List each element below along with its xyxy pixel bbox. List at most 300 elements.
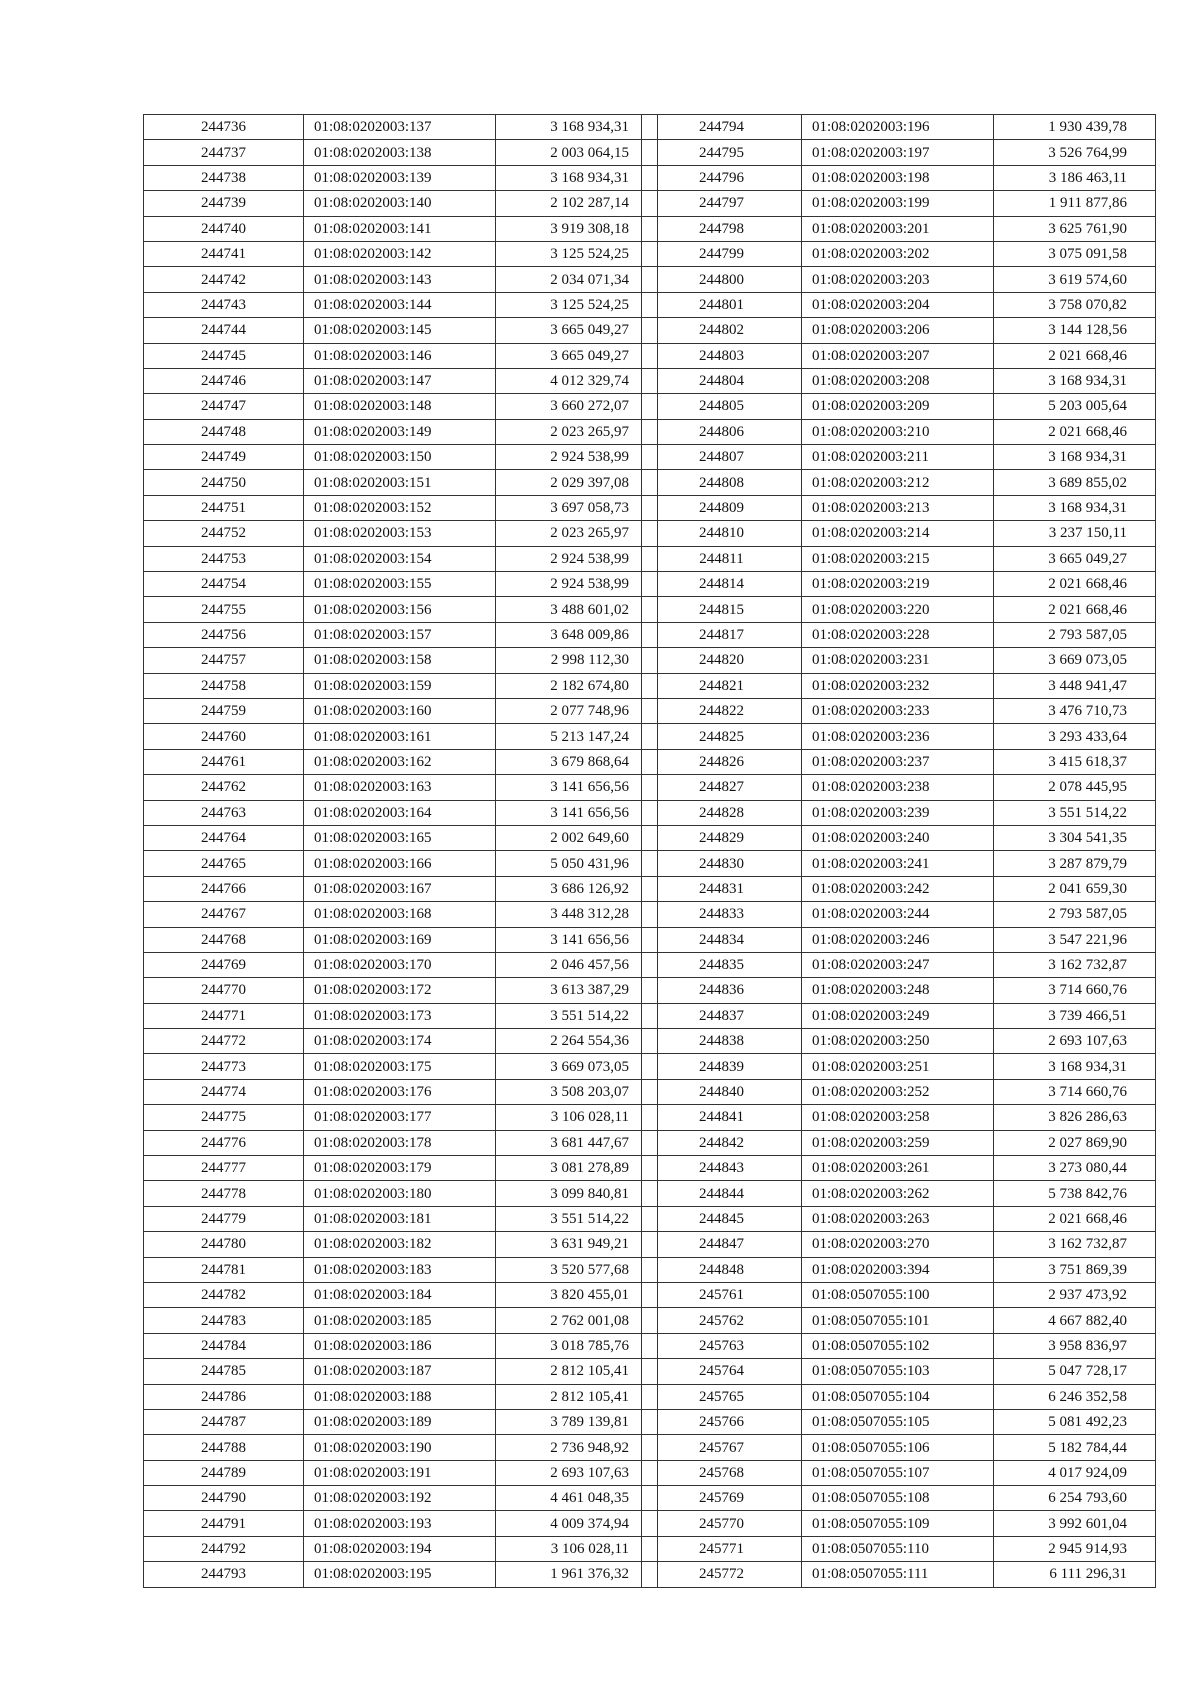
- cadastral-value: 3 826 286,63: [994, 1105, 1156, 1130]
- cadastral-number: 01:08:0202003:241: [802, 851, 994, 876]
- cadastral-number: 01:08:0202003:142: [304, 241, 496, 266]
- cadastral-value: 2 021 668,46: [994, 343, 1156, 368]
- cadastral-value: 3 665 049,27: [496, 318, 658, 343]
- cadastral-value: 2 034 071,34: [496, 267, 658, 292]
- cadastral-number: 01:08:0202003:176: [304, 1079, 496, 1104]
- cadastral-number: 01:08:0202003:189: [304, 1409, 496, 1434]
- table-row: [144, 1384, 658, 1409]
- row-number: 245772: [642, 1562, 802, 1587]
- cadastral-value: 2 021 668,46: [994, 419, 1156, 444]
- row-number: 244775: [144, 1105, 304, 1130]
- left-table-body: [144, 115, 658, 1588]
- cadastral-number: 01:08:0202003:148: [304, 394, 496, 419]
- cadastral-value: 2 945 914,93: [994, 1536, 1156, 1561]
- row-number: 244764: [144, 825, 304, 850]
- table-row: [642, 318, 1156, 343]
- table-row: [642, 1282, 1156, 1307]
- cadastral-number: 01:08:0507055:110: [802, 1536, 994, 1561]
- row-number: 245766: [642, 1409, 802, 1434]
- cadastral-number: 01:08:0202003:177: [304, 1105, 496, 1130]
- cadastral-value: 3 106 028,11: [496, 1105, 658, 1130]
- cadastral-value: 3 526 764,99: [994, 140, 1156, 165]
- row-number: 244800: [642, 267, 802, 292]
- cadastral-value: 3 168 934,31: [496, 115, 658, 140]
- cadastral-value: 3 686 126,92: [496, 876, 658, 901]
- cadastral-value: 3 168 934,31: [994, 368, 1156, 393]
- table-row: [144, 1156, 658, 1181]
- cadastral-value: 3 619 574,60: [994, 267, 1156, 292]
- cadastral-value: 5 213 147,24: [496, 724, 658, 749]
- cadastral-number: 01:08:0202003:185: [304, 1308, 496, 1333]
- cadastral-value: 4 012 329,74: [496, 368, 658, 393]
- cadastral-value: 2 736 948,92: [496, 1435, 658, 1460]
- row-number: 244783: [144, 1308, 304, 1333]
- table-row: [642, 1003, 1156, 1028]
- cadastral-value: 3 141 656,56: [496, 800, 658, 825]
- cadastral-value: 5 050 431,96: [496, 851, 658, 876]
- table-right: [641, 114, 1156, 1588]
- row-number: 244821: [642, 673, 802, 698]
- table-row: [144, 698, 658, 723]
- table-row: [642, 1511, 1156, 1536]
- row-number: 244744: [144, 318, 304, 343]
- table-row: [642, 724, 1156, 749]
- table-row: [144, 597, 658, 622]
- table-row: [642, 572, 1156, 597]
- row-number: 244834: [642, 927, 802, 952]
- row-number: 244791: [144, 1511, 304, 1536]
- table-left: [143, 114, 658, 1588]
- row-number: 244767: [144, 902, 304, 927]
- table-row: [144, 673, 658, 698]
- cadastral-number: 01:08:0202003:232: [802, 673, 994, 698]
- row-number: 244788: [144, 1435, 304, 1460]
- table-row: [144, 419, 658, 444]
- row-number: 244766: [144, 876, 304, 901]
- table-row: [642, 876, 1156, 901]
- cadastral-value: 2 924 538,99: [496, 445, 658, 470]
- cadastral-value: 3 125 524,25: [496, 292, 658, 317]
- row-number: 244785: [144, 1359, 304, 1384]
- row-number: 245769: [642, 1486, 802, 1511]
- cadastral-number: 01:08:0202003:259: [802, 1130, 994, 1155]
- cadastral-value: 3 106 028,11: [496, 1536, 658, 1561]
- table-row: [144, 267, 658, 292]
- cadastral-value: 3 287 879,79: [994, 851, 1156, 876]
- row-number: 244806: [642, 419, 802, 444]
- row-number: 244817: [642, 622, 802, 647]
- cadastral-value: 2 046 457,56: [496, 952, 658, 977]
- row-number: 244777: [144, 1156, 304, 1181]
- cadastral-number: 01:08:0202003:183: [304, 1257, 496, 1282]
- cadastral-value: 2 793 587,05: [994, 902, 1156, 927]
- cadastral-number: 01:08:0202003:208: [802, 368, 994, 393]
- cadastral-number: 01:08:0202003:150: [304, 445, 496, 470]
- table-row: [642, 267, 1156, 292]
- cadastral-value: 3 075 091,58: [994, 241, 1156, 266]
- cadastral-number: 01:08:0202003:160: [304, 698, 496, 723]
- cadastral-value: 3 665 049,27: [994, 546, 1156, 571]
- cadastral-value: 4 017 924,09: [994, 1460, 1156, 1485]
- table-row: [642, 1054, 1156, 1079]
- table-row: [642, 1384, 1156, 1409]
- row-number: 244815: [642, 597, 802, 622]
- table-row: [144, 1206, 658, 1231]
- cadastral-number: 01:08:0507055:101: [802, 1308, 994, 1333]
- cadastral-number: 01:08:0202003:147: [304, 368, 496, 393]
- row-number: 244736: [144, 115, 304, 140]
- row-number: 244798: [642, 216, 802, 241]
- row-number: 244765: [144, 851, 304, 876]
- cadastral-value: 3 293 433,64: [994, 724, 1156, 749]
- table-row: [642, 495, 1156, 520]
- cadastral-number: 01:08:0202003:233: [802, 698, 994, 723]
- cadastral-number: 01:08:0202003:209: [802, 394, 994, 419]
- cadastral-number: 01:08:0202003:197: [802, 140, 994, 165]
- table-row: [144, 1130, 658, 1155]
- table-row: [642, 952, 1156, 977]
- cadastral-value: 3 081 278,89: [496, 1156, 658, 1181]
- cadastral-value: 2 924 538,99: [496, 546, 658, 571]
- row-number: 244741: [144, 241, 304, 266]
- row-number: 244746: [144, 368, 304, 393]
- cadastral-number: 01:08:0202003:186: [304, 1333, 496, 1358]
- cadastral-value: 3 714 660,76: [994, 1079, 1156, 1104]
- row-number: 245764: [642, 1359, 802, 1384]
- table-row: [144, 775, 658, 800]
- row-number: 244835: [642, 952, 802, 977]
- table-row: [642, 927, 1156, 952]
- row-number: 244738: [144, 165, 304, 190]
- cadastral-number: 01:08:0202003:173: [304, 1003, 496, 1028]
- table-row: [642, 775, 1156, 800]
- table-row: [642, 1105, 1156, 1130]
- table-row: [144, 292, 658, 317]
- cadastral-number: 01:08:0507055:105: [802, 1409, 994, 1434]
- table-row: [642, 622, 1156, 647]
- table-row: [144, 876, 658, 901]
- cadastral-value: 2 021 668,46: [994, 597, 1156, 622]
- cadastral-number: 01:08:0202003:270: [802, 1232, 994, 1257]
- cadastral-value: 3 141 656,56: [496, 775, 658, 800]
- row-number: 244754: [144, 572, 304, 597]
- table-row: [642, 1079, 1156, 1104]
- row-number: 244828: [642, 800, 802, 825]
- cadastral-number: 01:08:0202003:250: [802, 1029, 994, 1054]
- row-number: 244747: [144, 394, 304, 419]
- table-row: [144, 318, 658, 343]
- cadastral-number: 01:08:0202003:240: [802, 825, 994, 850]
- row-number: 244758: [144, 673, 304, 698]
- cadastral-number: 01:08:0202003:175: [304, 1054, 496, 1079]
- cadastral-number: 01:08:0202003:190: [304, 1435, 496, 1460]
- row-number: 245771: [642, 1536, 802, 1561]
- cadastral-number: 01:08:0202003:169: [304, 927, 496, 952]
- cadastral-value: 6 246 352,58: [994, 1384, 1156, 1409]
- cadastral-value: 5 738 842,76: [994, 1181, 1156, 1206]
- cadastral-value: 2 762 001,08: [496, 1308, 658, 1333]
- table-row: [642, 191, 1156, 216]
- row-number: 244750: [144, 470, 304, 495]
- cadastral-value: 3 679 868,64: [496, 749, 658, 774]
- cadastral-number: 01:08:0202003:198: [802, 165, 994, 190]
- table-row: [144, 115, 658, 140]
- cadastral-value: 2 812 105,41: [496, 1359, 658, 1384]
- cadastral-value: 2 021 668,46: [994, 1206, 1156, 1231]
- row-number: 244740: [144, 216, 304, 241]
- row-number: 244770: [144, 978, 304, 1003]
- table-row: [642, 343, 1156, 368]
- cadastral-number: 01:08:0202003:215: [802, 546, 994, 571]
- cadastral-value: 3 751 869,39: [994, 1257, 1156, 1282]
- row-number: 244762: [144, 775, 304, 800]
- row-number: 244805: [642, 394, 802, 419]
- cadastral-number: 01:08:0202003:201: [802, 216, 994, 241]
- table-row: [144, 952, 658, 977]
- cadastral-value: 3 476 710,73: [994, 698, 1156, 723]
- table-row: [642, 165, 1156, 190]
- cadastral-number: 01:08:0202003:219: [802, 572, 994, 597]
- cadastral-number: 01:08:0202003:204: [802, 292, 994, 317]
- row-number: 244779: [144, 1206, 304, 1231]
- cadastral-number: 01:08:0507055:102: [802, 1333, 994, 1358]
- row-number: 244760: [144, 724, 304, 749]
- row-number: 244790: [144, 1486, 304, 1511]
- cadastral-number: 01:08:0202003:187: [304, 1359, 496, 1384]
- row-number: 244742: [144, 267, 304, 292]
- cadastral-number: 01:08:0202003:144: [304, 292, 496, 317]
- cadastral-value: 2 693 107,63: [496, 1460, 658, 1485]
- row-number: 244840: [642, 1079, 802, 1104]
- row-number: 245767: [642, 1435, 802, 1460]
- row-number: 244749: [144, 445, 304, 470]
- cadastral-number: 01:08:0202003:138: [304, 140, 496, 165]
- cadastral-number: 01:08:0202003:196: [802, 115, 994, 140]
- table-row: [642, 1460, 1156, 1485]
- cadastral-value: 3 304 541,35: [994, 825, 1156, 850]
- cadastral-number: 01:08:0202003:139: [304, 165, 496, 190]
- cadastral-number: 01:08:0202003:188: [304, 1384, 496, 1409]
- cadastral-number: 01:08:0202003:164: [304, 800, 496, 825]
- row-number: 244838: [642, 1029, 802, 1054]
- row-number: 244786: [144, 1384, 304, 1409]
- cadastral-number: 01:08:0202003:263: [802, 1206, 994, 1231]
- cadastral-number: 01:08:0202003:239: [802, 800, 994, 825]
- cadastral-value: 2 027 869,90: [994, 1130, 1156, 1155]
- cadastral-value: 3 697 058,73: [496, 495, 658, 520]
- row-number: 244782: [144, 1282, 304, 1307]
- row-number: 244755: [144, 597, 304, 622]
- row-number: 244811: [642, 546, 802, 571]
- table-row: [144, 1333, 658, 1358]
- cadastral-value: 2 102 287,14: [496, 191, 658, 216]
- row-number: 244763: [144, 800, 304, 825]
- table-row: [642, 1029, 1156, 1054]
- cadastral-value: 3 551 514,22: [496, 1003, 658, 1028]
- cadastral-number: 01:08:0507055:106: [802, 1435, 994, 1460]
- cadastral-number: 01:08:0202003:203: [802, 267, 994, 292]
- cadastral-value: 6 254 793,60: [994, 1486, 1156, 1511]
- row-number: 245762: [642, 1308, 802, 1333]
- cadastral-number: 01:08:0507055:103: [802, 1359, 994, 1384]
- table-row: [144, 470, 658, 495]
- cadastral-value: 2 023 265,97: [496, 521, 658, 546]
- row-number: 244841: [642, 1105, 802, 1130]
- cadastral-value: 1 930 439,78: [994, 115, 1156, 140]
- table-row: [144, 216, 658, 241]
- cadastral-number: 01:08:0507055:104: [802, 1384, 994, 1409]
- cadastral-value: 2 812 105,41: [496, 1384, 658, 1409]
- cadastral-number: 01:08:0202003:156: [304, 597, 496, 622]
- cadastral-number: 01:08:0507055:100: [802, 1282, 994, 1307]
- cadastral-number: 01:08:0202003:193: [304, 1511, 496, 1536]
- cadastral-value: 2 793 587,05: [994, 622, 1156, 647]
- table-row: [642, 1333, 1156, 1358]
- cadastral-number: 01:08:0202003:137: [304, 115, 496, 140]
- table-row: [642, 1359, 1156, 1384]
- cadastral-value: 2 264 554,36: [496, 1029, 658, 1054]
- row-number: 244810: [642, 521, 802, 546]
- cadastral-value: 3 273 080,44: [994, 1156, 1156, 1181]
- cadastral-value: 3 992 601,04: [994, 1511, 1156, 1536]
- table-row: [144, 851, 658, 876]
- cadastral-value: 3 547 221,96: [994, 927, 1156, 952]
- table-row: [144, 1308, 658, 1333]
- table-row: [642, 749, 1156, 774]
- table-row: [642, 1409, 1156, 1434]
- row-number: 245765: [642, 1384, 802, 1409]
- table-row: [642, 368, 1156, 393]
- cadastral-value: 3 186 463,11: [994, 165, 1156, 190]
- cadastral-value: 2 182 674,80: [496, 673, 658, 698]
- cadastral-number: 01:08:0202003:174: [304, 1029, 496, 1054]
- cadastral-value: 3 758 070,82: [994, 292, 1156, 317]
- table-row: [642, 1156, 1156, 1181]
- cadastral-value: 3 820 455,01: [496, 1282, 658, 1307]
- table-row: [642, 546, 1156, 571]
- cadastral-value: 3 681 447,67: [496, 1130, 658, 1155]
- row-number: 244771: [144, 1003, 304, 1028]
- cadastral-number: 01:08:0202003:237: [802, 749, 994, 774]
- cadastral-value: 3 141 656,56: [496, 927, 658, 952]
- table-row: [144, 648, 658, 673]
- row-number: 244845: [642, 1206, 802, 1231]
- table-row: [642, 1206, 1156, 1231]
- table-row: [144, 394, 658, 419]
- cadastral-number: 01:08:0202003:155: [304, 572, 496, 597]
- cadastral-value: 2 003 064,15: [496, 140, 658, 165]
- cadastral-value: 3 144 128,56: [994, 318, 1156, 343]
- row-number: 245768: [642, 1460, 802, 1485]
- cadastral-value: 3 631 949,21: [496, 1232, 658, 1257]
- row-number: 244792: [144, 1536, 304, 1561]
- cadastral-number: 01:08:0202003:153: [304, 521, 496, 546]
- table-row: [144, 1079, 658, 1104]
- row-number: 244822: [642, 698, 802, 723]
- table-row: [144, 546, 658, 571]
- cadastral-number: 01:08:0202003:170: [304, 952, 496, 977]
- table-row: [144, 1435, 658, 1460]
- table-row: [144, 622, 658, 647]
- table-row: [144, 1054, 658, 1079]
- table-row: [642, 1562, 1156, 1587]
- row-number: 244787: [144, 1409, 304, 1434]
- cadastral-value: 3 488 601,02: [496, 597, 658, 622]
- cadastral-number: 01:08:0202003:244: [802, 902, 994, 927]
- table-row: [642, 1486, 1156, 1511]
- table-row: [642, 241, 1156, 266]
- table-row: [642, 800, 1156, 825]
- table-row: [144, 140, 658, 165]
- table-row: [144, 1181, 658, 1206]
- table-row: [642, 470, 1156, 495]
- cadastral-number: 01:08:0202003:143: [304, 267, 496, 292]
- table-row: [144, 495, 658, 520]
- cadastral-value: 3 689 855,02: [994, 470, 1156, 495]
- row-number: 244826: [642, 749, 802, 774]
- cadastral-value: 3 665 049,27: [496, 343, 658, 368]
- table-row: [144, 445, 658, 470]
- cadastral-number: 01:08:0202003:158: [304, 648, 496, 673]
- cadastral-value: 3 919 308,18: [496, 216, 658, 241]
- cadastral-value: 3 520 577,68: [496, 1257, 658, 1282]
- row-number: 244848: [642, 1257, 802, 1282]
- cadastral-value: 3 551 514,22: [994, 800, 1156, 825]
- cadastral-value: 2 937 473,92: [994, 1282, 1156, 1307]
- cadastral-number: 01:08:0202003:262: [802, 1181, 994, 1206]
- cadastral-value: 2 029 397,08: [496, 470, 658, 495]
- table-row: [144, 825, 658, 850]
- row-number: 244842: [642, 1130, 802, 1155]
- table-row: [144, 191, 658, 216]
- cadastral-number: 01:08:0202003:146: [304, 343, 496, 368]
- cadastral-number: 01:08:0202003:161: [304, 724, 496, 749]
- table-row: [642, 1308, 1156, 1333]
- cadastral-number: 01:08:0202003:191: [304, 1460, 496, 1485]
- cadastral-value: 6 111 296,31: [994, 1562, 1156, 1587]
- row-number: 244801: [642, 292, 802, 317]
- cadastral-value: 3 669 073,05: [994, 648, 1156, 673]
- row-number: 244820: [642, 648, 802, 673]
- table-row: [144, 343, 658, 368]
- row-number: 245763: [642, 1333, 802, 1358]
- row-number: 244774: [144, 1079, 304, 1104]
- cadastral-number: 01:08:0202003:238: [802, 775, 994, 800]
- row-number: 244825: [642, 724, 802, 749]
- cadastral-value: 3 415 618,37: [994, 749, 1156, 774]
- table-row: [642, 140, 1156, 165]
- row-number: 244830: [642, 851, 802, 876]
- row-number: 244836: [642, 978, 802, 1003]
- row-number: 244769: [144, 952, 304, 977]
- row-number: 244780: [144, 1232, 304, 1257]
- table-row: [144, 165, 658, 190]
- cadastral-number: 01:08:0202003:199: [802, 191, 994, 216]
- row-number: 244761: [144, 749, 304, 774]
- cadastral-value: 3 162 732,87: [994, 1232, 1156, 1257]
- cadastral-value: 4 009 374,94: [496, 1511, 658, 1536]
- table-row: [642, 1257, 1156, 1282]
- cadastral-number: 01:08:0202003:258: [802, 1105, 994, 1130]
- cadastral-number: 01:08:0202003:157: [304, 622, 496, 647]
- table-row: [642, 851, 1156, 876]
- cadastral-value: 3 168 934,31: [994, 1054, 1156, 1079]
- cadastral-value: 3 613 387,29: [496, 978, 658, 1003]
- cadastral-value: 3 448 941,47: [994, 673, 1156, 698]
- row-number: 244814: [642, 572, 802, 597]
- row-number: 244773: [144, 1054, 304, 1079]
- cadastral-number: 01:08:0202003:246: [802, 927, 994, 952]
